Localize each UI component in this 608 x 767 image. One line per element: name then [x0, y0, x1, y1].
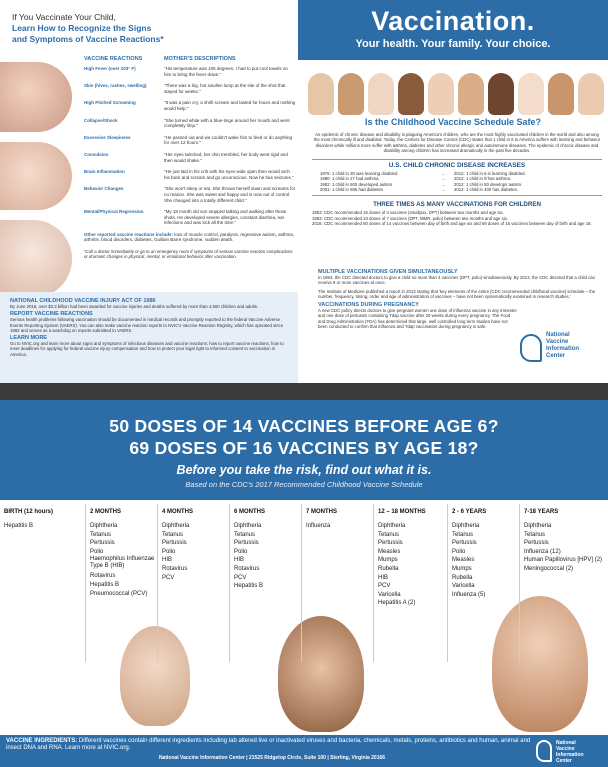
now-value: 2012: 1 child in 9 has asthma.	[454, 176, 512, 182]
reaction-description: "He passed out and we couldn't wake him to feed or do anything for over 12 hours."	[164, 134, 293, 146]
vaccine-item: Pertussis	[90, 540, 115, 547]
vaccine-item: Polio	[162, 548, 176, 555]
baby-photo	[398, 73, 424, 115]
age-heading: 6 MONTHS	[234, 509, 266, 515]
vaccine-item: Pertussis	[162, 540, 187, 547]
age-heading: BIRTH (12 hours)	[4, 509, 54, 515]
nvic-logo-text	[546, 332, 579, 360]
nvic-logo	[536, 738, 606, 766]
vaccine-reactions-panel	[0, 0, 298, 383]
reaction-description: "My 18 month old son stopped talking and walking after those shots. He developed severe allergies, constant diarrhea, ear infections and was sick all the time."	[164, 209, 287, 226]
age-heading: 7 MONTHS	[306, 509, 338, 515]
chronic-disease-box	[312, 159, 602, 196]
vaccine-item: Hepatitis B	[90, 581, 120, 588]
ingredients-note	[6, 738, 538, 753]
baby-photo	[488, 73, 514, 115]
logo-line: National	[556, 740, 576, 746]
reaction-name: Skin (hives, rashes, swelling)	[84, 83, 147, 89]
vaccine-schedule	[0, 504, 608, 662]
vaccination-increase-row: 1953: CDC recommended 16 doses of 4 vaccines (smallpox, DPT) between two months and age six.	[312, 210, 504, 215]
vaccine-item: Tetanus	[90, 531, 112, 538]
vaccine-item: Measles	[452, 557, 475, 564]
schedule-column	[158, 504, 230, 662]
nvic-logo-text	[556, 740, 584, 764]
emergency-note: *Call a doctor immediately or go to an emergency room if symptoms of serious vaccine reaction complications or dramatic changes in physical, mental, or emotional behavior after vaccination.	[84, 249, 293, 260]
left-footer-info	[0, 292, 298, 383]
vaccine-item: Diphtheria	[452, 523, 480, 529]
vaccine-item: PCV	[234, 574, 247, 581]
vaccine-item: Measles	[378, 548, 401, 555]
table-row	[84, 100, 296, 111]
vaccine-item: Rubella	[378, 565, 399, 572]
then-value: 1982: 1 child in 500 developed autism	[320, 181, 393, 187]
intro-heading: Learn How to Recognize the Signs	[12, 23, 152, 33]
page-divider	[0, 383, 608, 400]
vaccine-item: Haemophilus Influenzae Type B (HIB)	[90, 556, 155, 570]
subheadline: Before you take the risk, find out what it is.	[176, 463, 432, 477]
nvic-logo	[520, 330, 604, 374]
vaccine-item: Pertussis	[524, 540, 549, 547]
vaccine-item: Rubella	[452, 574, 473, 581]
schedule-column	[230, 504, 302, 662]
section-text: A new CDC policy directs doctors to give pregnant women one dose of influenza vaccine in any trimester and one dose of pertussis containing Tdap vaccine after 20 weeks during every pregnancy. The Food and Drug Administration (FDA) has determined that large, well controlled long term studies have not been conducted to confirm that influenza and Tdap vaccination during pregnancy is safe.	[318, 308, 517, 330]
baby-photo	[368, 73, 394, 115]
vaccine-item: Influenza (5)	[452, 591, 486, 598]
other-reactions	[84, 232, 296, 243]
schedule-column	[86, 504, 158, 662]
section-heading: LEARN MORE	[10, 335, 47, 342]
age-heading: 4 MONTHS	[162, 509, 194, 515]
vaccine-item: PCV	[162, 574, 175, 581]
vaccine-item: HIB	[378, 574, 389, 581]
vaccine-item: Pneumococcal (PCV)	[90, 590, 148, 597]
vaccine-item: Varicella	[378, 591, 401, 598]
baby-photo	[548, 73, 574, 115]
reactions-intro	[12, 12, 292, 45]
title-banner	[298, 0, 608, 60]
logo-line: Vaccine	[556, 746, 575, 752]
reaction-name: Behavior Changes	[84, 186, 124, 192]
brochure-bottom-page	[0, 400, 608, 767]
vaccine-item: Pertussis	[378, 540, 403, 547]
vaccine-item: Human Papillovirus [HPV] (2)	[524, 557, 603, 564]
reaction-name: Brain Inflammation	[84, 169, 125, 175]
column-header: VACCINE REACTIONS	[84, 56, 143, 62]
then-value: 1976: 1 child in 30 was learning disabled	[320, 170, 398, 176]
headline: 50 DOSES OF 14 VACCINES BEFORE AGE 6?	[109, 416, 499, 436]
baby-photo	[0, 142, 72, 210]
intro-heading: and Symptoms of Vaccine Reactions*	[12, 34, 164, 44]
vaccine-item: Diphtheria	[162, 523, 190, 529]
logo-line: Vaccine	[546, 339, 569, 345]
headline: 69 DOSES OF 16 VACCINES BY AGE 18?	[129, 438, 479, 458]
reaction-description: "His temperature was 105 degrees. I had to put cool towels on him to bring the fever down."	[164, 66, 288, 77]
schedule-banner	[0, 400, 608, 500]
baby-photo	[338, 73, 364, 115]
baby-photo	[458, 73, 484, 115]
vaccination-increase-row: 2016: CDC recommended 50 doses of 14 vaccines between day of birth and age six and 69 doses of 16 vaccines between day of birth and age 18.	[312, 221, 592, 227]
vaccine-item: Mumps	[378, 557, 398, 564]
vaccine-item: Hepatitis A (2)	[378, 600, 416, 607]
baby-photo	[518, 73, 544, 115]
vaccine-item: Rotavirus	[234, 565, 260, 572]
chronic-disease-section	[312, 132, 602, 227]
vaccine-item: Rotavirus	[162, 565, 188, 572]
section-text: In 1983, the CDC directed doctors to give a child no more than 4 vaccines (DPT, polio) simultaneously. By 2013, the CDC directed that a child can receive 8 or more vaccines at once.	[318, 275, 595, 286]
vaccine-item: HIB	[234, 557, 245, 564]
vaccine-item: Tetanus	[234, 531, 256, 538]
baby-photo	[578, 73, 604, 115]
reactions-table	[84, 56, 296, 260]
then-value: 2001: 1 child in 555 had diabetes	[320, 187, 384, 193]
vaccination-increase-row: 1983: CDC recommended 23 doses of 7 vaccines (DPT, MMR, polio) between two months and age six.	[312, 215, 509, 221]
vaccine-item: Polio	[90, 548, 104, 555]
reaction-description: "It was a pain cry, a shrill scream and lasted for hours and nothing would help."	[164, 100, 296, 111]
table-row	[84, 135, 296, 146]
nvic-logo-icon	[536, 740, 552, 762]
other-reactions-label: Other reported vaccine reactions include:	[84, 231, 174, 237]
vaccine-item: Diphtheria	[378, 523, 406, 529]
arrow-icon: →	[440, 187, 446, 193]
nvic-logo-icon	[520, 334, 542, 362]
nvic-address: National Vaccine Information Center | 21525 Ridgetop Circle, Suite 100 | Sterling, Virginia 20166	[158, 754, 386, 761]
section-text: Go to NVIC.org and learn more about signs and symptoms of infectious diseases and vaccine reactions; how to report vaccine reactions; how to meet deadlines for applying for federal vaccine injury compensation and how to protect your legal right to informed consent to vaccination in America.	[10, 341, 284, 357]
vaccine-item: Tetanus	[378, 531, 400, 538]
section-heading: REPORT VACCINE REACTIONS	[10, 311, 93, 318]
other-reactions-text: loss of muscle control, paralysis, regressive autism, asthma, arthritis, blood disorders, diabetes, Guillain Barre syndrome, sudden death.	[84, 231, 295, 243]
vaccine-item: Polio	[452, 548, 466, 555]
vaccine-item: Varicella	[452, 583, 475, 590]
age-heading: 2 MONTHS	[90, 509, 122, 515]
schedule-basis: Based on the CDC's 2017 Recommended Childhood Vaccine Schedule	[185, 480, 423, 489]
section-heading: NATIONAL CHILDHOOD VACCINE INJURY ACT OF 1986	[10, 298, 156, 304]
section-heading: VACCINATIONS DURING PREGNANCY	[318, 302, 419, 309]
vaccine-item: Tetanus	[452, 531, 474, 538]
schedule-column	[374, 504, 448, 662]
arrow-icon: →	[440, 176, 446, 182]
reaction-name: Collapse/Shock	[84, 117, 118, 123]
now-value: 2012: 1 child in 50 develops autism.	[454, 181, 523, 187]
page-title: Vaccination.	[371, 6, 535, 36]
reaction-description: "She turned white with a blue-tinge around her mouth and went completely limp."	[164, 117, 290, 129]
schedule-column	[0, 504, 86, 662]
tagline: Your health. Your family. Your choice.	[355, 38, 551, 50]
brochure-top-page	[0, 0, 608, 383]
table-row	[84, 118, 296, 129]
baby-photo	[308, 73, 334, 115]
vaccine-item: Meningococcal (2)	[524, 566, 574, 573]
baby-photo	[428, 73, 454, 115]
vaccination-increase-heading: THREE TIMES AS MANY VACCINATIONS FOR CHILDREN	[373, 201, 541, 208]
logo-line: National	[546, 332, 570, 338]
vaccine-item: Diphtheria	[524, 523, 552, 529]
reaction-name: High Fever (over 103° F)	[84, 66, 136, 71]
arrow-icon: →	[440, 181, 446, 187]
vaccine-item: Diphtheria	[90, 523, 118, 529]
reaction-description: "He just laid in his crib with his eyes wide open then would arch his back and scream and go unconscious. Now he has seizures."	[164, 169, 294, 180]
vaccine-item: Tetanus	[524, 531, 546, 538]
ingredients-label: VACCINE INGREDIENTS:	[6, 738, 78, 744]
logo-line: Center	[546, 353, 566, 359]
vaccine-item: Hepatitis B	[4, 523, 34, 529]
schedule-column	[520, 504, 608, 662]
reaction-name: Convulsion	[84, 151, 109, 157]
age-heading: 2 - 6 YEARS	[452, 509, 487, 515]
vaccine-item: Pertussis	[452, 540, 477, 547]
schedule-question: Is the Childhood Vaccine Schedule Safe?	[364, 117, 542, 127]
reaction-description: "Her eyes twitched, her chin trembled, her body went rigid and then would shake."	[164, 151, 288, 163]
section-heading: MULTIPLE VACCINATIONS GIVEN SIMULTANEOUSLY	[318, 269, 458, 275]
vaccine-item: HIB	[162, 557, 173, 564]
now-value: 2012: 1 child in 6 is learning disabled.	[454, 170, 526, 176]
logo-line: Center	[556, 758, 572, 764]
logo-line: Information	[556, 752, 584, 758]
reaction-name: Excessive Sleepiness	[84, 134, 131, 140]
table-row	[84, 66, 296, 77]
vaccine-item: Diphtheria	[234, 523, 262, 529]
table-row	[84, 83, 296, 94]
schedule-column	[302, 504, 374, 662]
vaccine-item: Pertussis	[234, 540, 259, 547]
vaccine-item: Tetanus	[162, 531, 184, 538]
epidemic-paragraph: An epidemic of chronic disease and disability is plaguing America's children, who are the most highly vaccinated children in the world and also among the most chronically ill and disabled. Today, the Centers for Disease Control (CDC) states that 1 child in 6 in America suffers with learning and behavior disorders while millions more suffer with asthma, diabetes and other chronic allergic and autoimmune diseases. The epidemic of chronic disease and disability among children has increased dramatically in the past five decades.	[313, 132, 601, 154]
vaccine-item: Influenza	[306, 523, 331, 529]
now-value: 2012: 1 child in 400 has diabetes.	[454, 187, 519, 193]
vaccine-item: Influenza (12)	[524, 548, 561, 555]
intro-line: If You Vaccinate Your Child,	[12, 12, 116, 22]
policy-sections	[318, 266, 604, 329]
table-row	[84, 186, 296, 203]
section-text: By June 2016, over $3.3 billion had been awarded for vaccine injuries and deaths suffered by more than 4,500 children and adults.	[10, 304, 259, 309]
schedule-column	[448, 504, 520, 662]
ingredients-text: Different vaccines contain different ingredients including lab altered live or inactivated viruses and bacteria, chemicals, metals, proteins, antibiotics and human, animal and insect DNA and RNA. Learn more at NVIC.org.	[6, 738, 531, 752]
ingredients-footer	[0, 735, 608, 767]
table-row	[84, 209, 296, 226]
table-header	[84, 56, 296, 62]
vaccine-item: Rotavirus	[90, 573, 116, 580]
table-row	[84, 169, 296, 180]
vaccine-item: Hepatitis B	[234, 583, 264, 590]
reaction-description: "She won't sleep or eat. She throws herself down and screams for no reason. She was sweet and happy and is now out of control. She changed into a totally different child."	[164, 186, 296, 203]
arrow-icon: →	[440, 170, 446, 176]
logo-line: Information	[546, 346, 579, 352]
vaccine-item: Polio	[234, 548, 248, 555]
section-text: Serious health problems following vaccination should be documented in medical records and promptly reported to the federal Vaccine Adverse Events Reporting System (VAERS). You can also make vaccine reaction reports to NVIC's Vaccine Reaction Registry, which has operated since 1982 and serves as a watchdog on reports submitted to VAERS.	[10, 317, 284, 333]
vaccine-item: PCV	[378, 583, 391, 590]
vaccine-item: Mumps	[452, 565, 472, 572]
reaction-name: High Pitched Screaming	[84, 100, 136, 106]
column-header: MOTHER'S DESCRIPTIONS	[164, 56, 236, 62]
section-text: The Institute of Medicine published a report in 2013 stating that 'key elements of the entire [CDC recommended childhood vaccine] schedule – the number, frequency, timing, order and age of administration of vaccines – have not been systematically examined in research studies.'	[318, 288, 596, 299]
reaction-name: Mental/Physical Regression	[84, 209, 144, 215]
chronic-disease-row	[312, 187, 602, 193]
baby-photo	[0, 220, 72, 298]
then-value: 1980: 1 child in 27 had asthma	[320, 176, 379, 182]
babies-photo-strip	[308, 63, 604, 115]
age-heading: 7-18 YEARS	[524, 509, 559, 515]
chronic-disease-heading: U.S. CHILD CHRONIC DISEASE INCREASES	[388, 161, 526, 169]
baby-photo	[0, 62, 72, 132]
reaction-description: "There was a big, hot swollen lump at the site of the shot that stayed for weeks."	[164, 83, 286, 94]
age-heading: 12 – 18 MONTHS	[378, 509, 426, 515]
table-row	[84, 152, 296, 163]
